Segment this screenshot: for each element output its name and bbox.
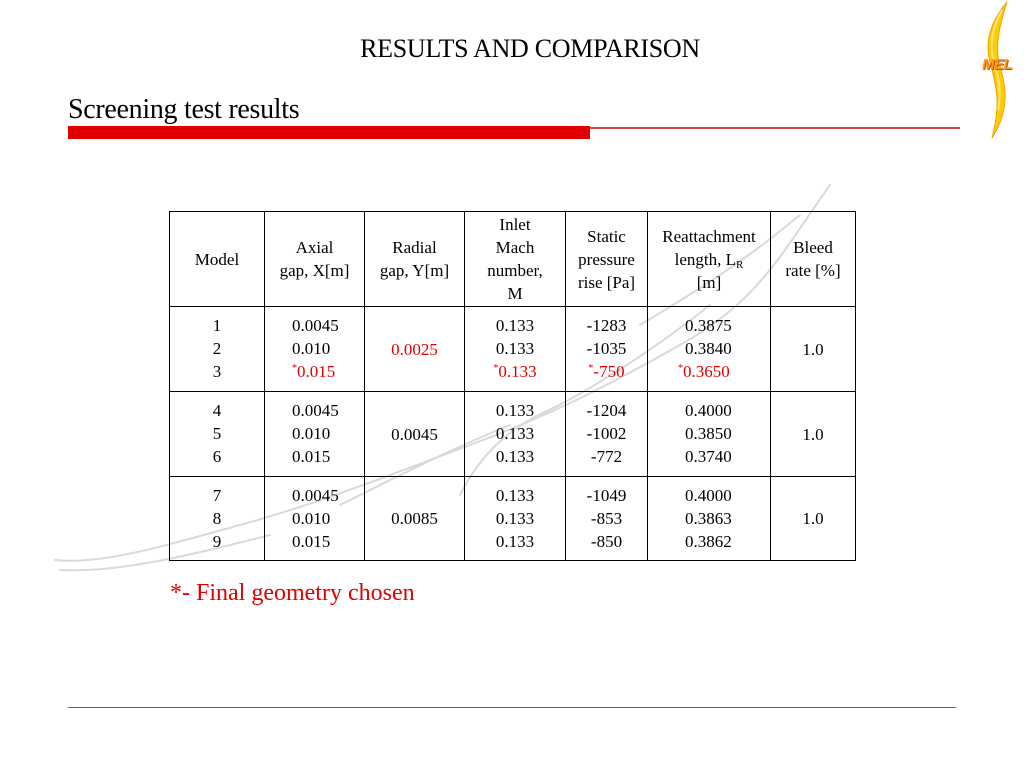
reattachment-cell: 0.4000 0.3863 0.3862: [648, 477, 771, 561]
section-heading: Screening test results: [68, 94, 300, 125]
mach-cell: 0.133 0.133 0.133: [465, 392, 566, 477]
footnote: *- Final geometry chosen: [170, 580, 415, 606]
bottom-rule: [68, 707, 956, 708]
header-static-pressure: Static pressure rise [Pa]: [566, 212, 648, 307]
axial-gap-cell: 0.0045 0.010 *0.015: [265, 307, 365, 392]
axial-gap-cell: 0.0045 0.010 0.015: [265, 477, 365, 561]
heading-underline-thin: [590, 127, 960, 129]
bleed-rate-cell: 1.0: [771, 477, 856, 561]
radial-gap-cell: 0.0045: [365, 392, 465, 477]
table-header-row: [170, 212, 856, 307]
header-radial-gap: Radial gap, Y[m]: [365, 212, 465, 307]
mach-cell: 0.133 0.133 *0.133: [465, 307, 566, 392]
pressure-rise-cell: -1049 -853 -850: [566, 477, 648, 561]
reattachment-cell: 0.3875 0.3840 *0.3650: [648, 307, 771, 392]
pressure-rise-cell: -1283 -1035 *-750: [566, 307, 648, 392]
radial-gap-cell: 0.0025: [365, 307, 465, 392]
model-cell: 4 5 6: [170, 392, 265, 477]
header-bleed-rate: Bleed rate [%]: [771, 212, 856, 307]
reattachment-cell: 0.4000 0.3850 0.3740: [648, 392, 771, 477]
table-row-group: [170, 307, 856, 392]
bleed-rate-cell: 1.0: [771, 392, 856, 477]
axial-gap-cell: 0.0045 0.010 0.015: [265, 392, 365, 477]
header-inlet-mach: Inlet Mach number, M: [465, 212, 566, 307]
results-table: [169, 211, 856, 561]
header-model: Model: [170, 212, 265, 307]
radial-gap-cell: 0.0085: [365, 477, 465, 561]
bleed-rate-cell: 1.0: [771, 307, 856, 392]
slide-title: RESULTS AND COMPARISON: [360, 34, 700, 63]
logo-text: MEL: [982, 56, 1013, 73]
heading-underline: [68, 126, 590, 139]
model-cell: 1 2 3: [170, 307, 265, 392]
mach-cell: 0.133 0.133 0.133: [465, 477, 566, 561]
header-axial-gap: Axial gap, X[m]: [265, 212, 365, 307]
header-reattachment-length: Reattachment length, $L_R$ [m]: [648, 212, 771, 307]
pressure-rise-cell: -1204 -1002 -772: [566, 392, 648, 477]
model-cell: 7 8 9: [170, 477, 265, 561]
table-row-group: [170, 477, 856, 561]
table-row-group: [170, 392, 856, 477]
